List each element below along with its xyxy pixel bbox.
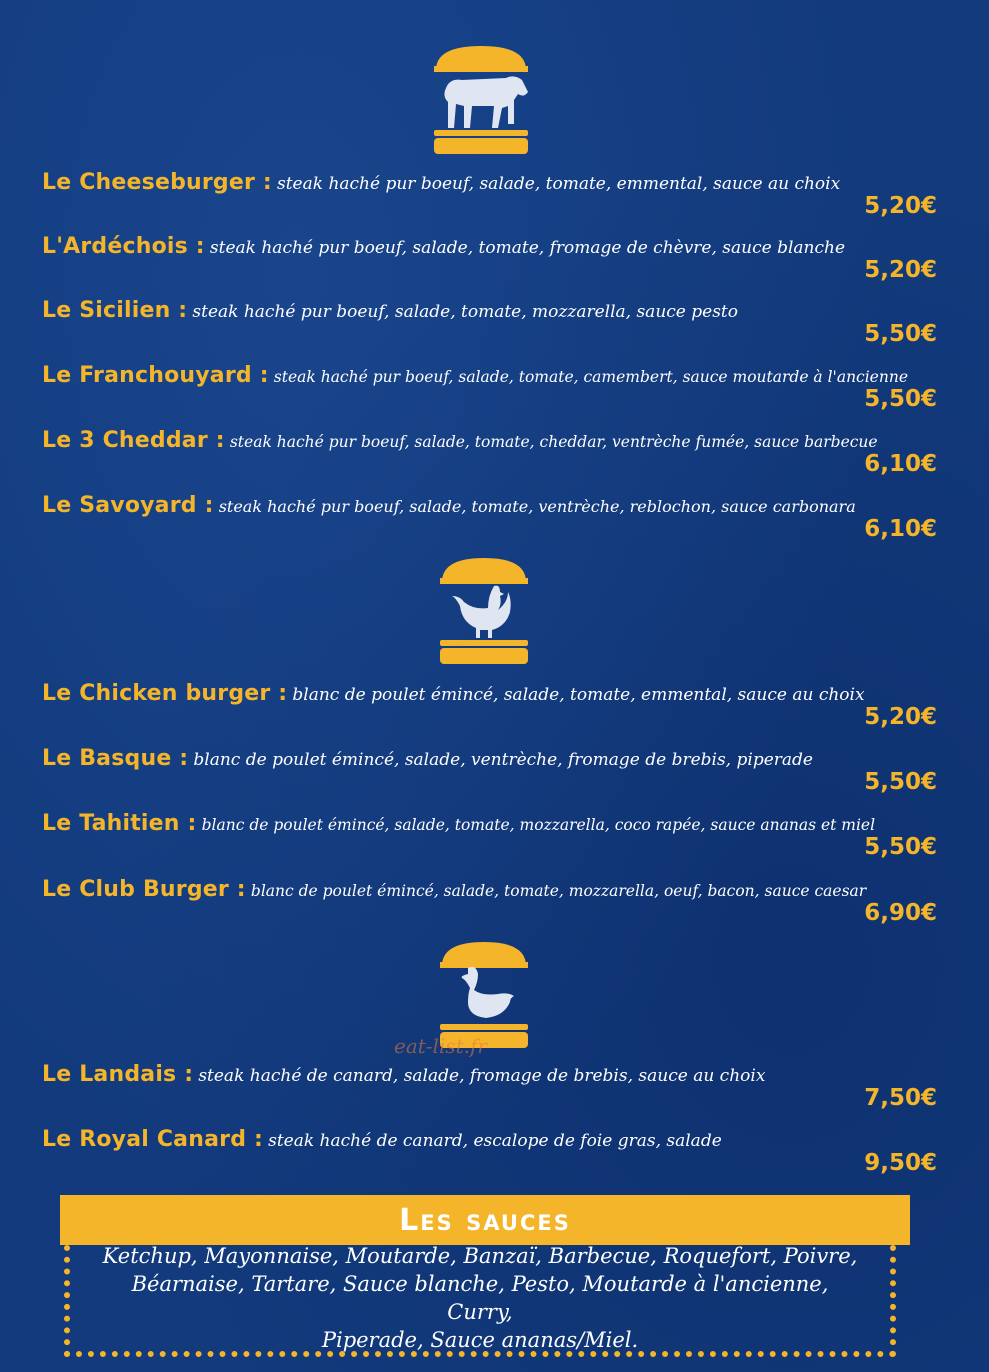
item-name: L'Ardéchois :: [42, 234, 205, 259]
item-price: 6,90€: [864, 900, 937, 926]
sauces-banner: [60, 1195, 910, 1245]
item-description: steak haché pur boeuf, salade, tomate, camembert, sauce moutarde à l'ancienne: [273, 368, 908, 386]
item-price: 5,20€: [864, 193, 937, 219]
menu-item-tahitien: [42, 808, 947, 860]
menu-item-basque: [42, 743, 947, 795]
item-price: 6,10€: [864, 516, 937, 542]
item-description: steak haché de canard, escalope de foie gras, salade: [268, 1131, 722, 1151]
chicken-burger-icon: [438, 556, 530, 666]
item-price: 5,50€: [864, 321, 937, 347]
item-description: steak haché pur boeuf, salade, tomate, emmental, sauce au choix: [277, 174, 841, 194]
item-name: Le Basque :: [42, 746, 189, 771]
item-description: blanc de poulet émincé, salade, tomate, mozzarella, oeuf, bacon, sauce caesar: [250, 882, 867, 900]
item-description: steak haché pur boeuf, salade, tomate, mozzarella, sauce pesto: [192, 302, 738, 322]
sauces-list: [100, 1242, 860, 1354]
item-price: 9,50€: [864, 1150, 937, 1176]
item-price: 5,20€: [864, 704, 937, 730]
item-name: Le Franchouyard :: [42, 363, 269, 388]
item-description: blanc de poulet émincé, salade, ventrèche, fromage de brebis, piperade: [193, 750, 813, 770]
menu-item-royal-canard: [42, 1124, 947, 1176]
item-description: steak haché de canard, salade, fromage de brebis, sauce au choix: [198, 1066, 766, 1086]
menu-item-ardechois: [42, 231, 947, 283]
menu-item-landais: [42, 1059, 947, 1111]
item-price: 5,50€: [864, 769, 937, 795]
item-name: Le Tahitien :: [42, 811, 197, 836]
watermark: eat-list.fr: [394, 1034, 487, 1058]
item-price: 5,50€: [864, 386, 937, 412]
sauces-line: Piperade, Sauce ananas/Miel.: [321, 1328, 639, 1352]
sauces-line: Béarnaise, Tartare, Sauce blanche, Pesto, Moutarde à l'ancienne, Curry,: [131, 1272, 829, 1324]
item-name: Le 3 Cheddar :: [42, 428, 225, 453]
menu-item-3-cheddar: [42, 425, 947, 477]
item-description: blanc de poulet émincé, salade, tomate, mozzarella, coco rapée, sauce ananas et miel: [201, 816, 876, 834]
item-price: 7,50€: [864, 1085, 937, 1111]
menu-item-chicken-burger: [42, 678, 947, 730]
item-name: Le Cheeseburger :: [42, 170, 272, 195]
item-name: Le Chicken burger :: [42, 681, 288, 706]
item-description: steak haché pur boeuf, salade, tomate, ventrèche, reblochon, sauce carbonara: [218, 497, 856, 516]
item-price: 5,50€: [864, 834, 937, 860]
item-price: 5,20€: [864, 257, 937, 283]
menu-item-savoyard: [42, 490, 947, 542]
item-name: Le Landais :: [42, 1062, 194, 1087]
item-name: Le Royal Canard :: [42, 1127, 263, 1152]
sauces-box: [64, 1245, 896, 1357]
item-name: Le Sicilien :: [42, 298, 188, 323]
menu-item-sicilien: [42, 295, 947, 347]
beef-burger-icon: [432, 44, 530, 156]
item-price: 6,10€: [864, 451, 937, 477]
item-name: Le Savoyard :: [42, 493, 214, 518]
menu-item-franchouyard: [42, 360, 947, 412]
item-description: steak haché pur boeuf, salade, tomate, fromage de chèvre, sauce blanche: [209, 238, 846, 258]
item-description: steak haché pur boeuf, salade, tomate, cheddar, ventrèche fumée, sauce barbecue: [229, 433, 878, 451]
item-description: blanc de poulet émincé, salade, tomate, emmental, sauce au choix: [292, 685, 865, 705]
sauces-line: Ketchup, Mayonnaise, Moutarde, Banzaï, Barbecue, Roquefort, Poivre,: [102, 1244, 858, 1268]
menu-item-cheeseburger: [42, 167, 947, 219]
menu-item-club-burger: [42, 874, 947, 926]
item-name: Le Club Burger :: [42, 877, 246, 902]
sauces-title: Les sauces: [399, 1202, 571, 1238]
